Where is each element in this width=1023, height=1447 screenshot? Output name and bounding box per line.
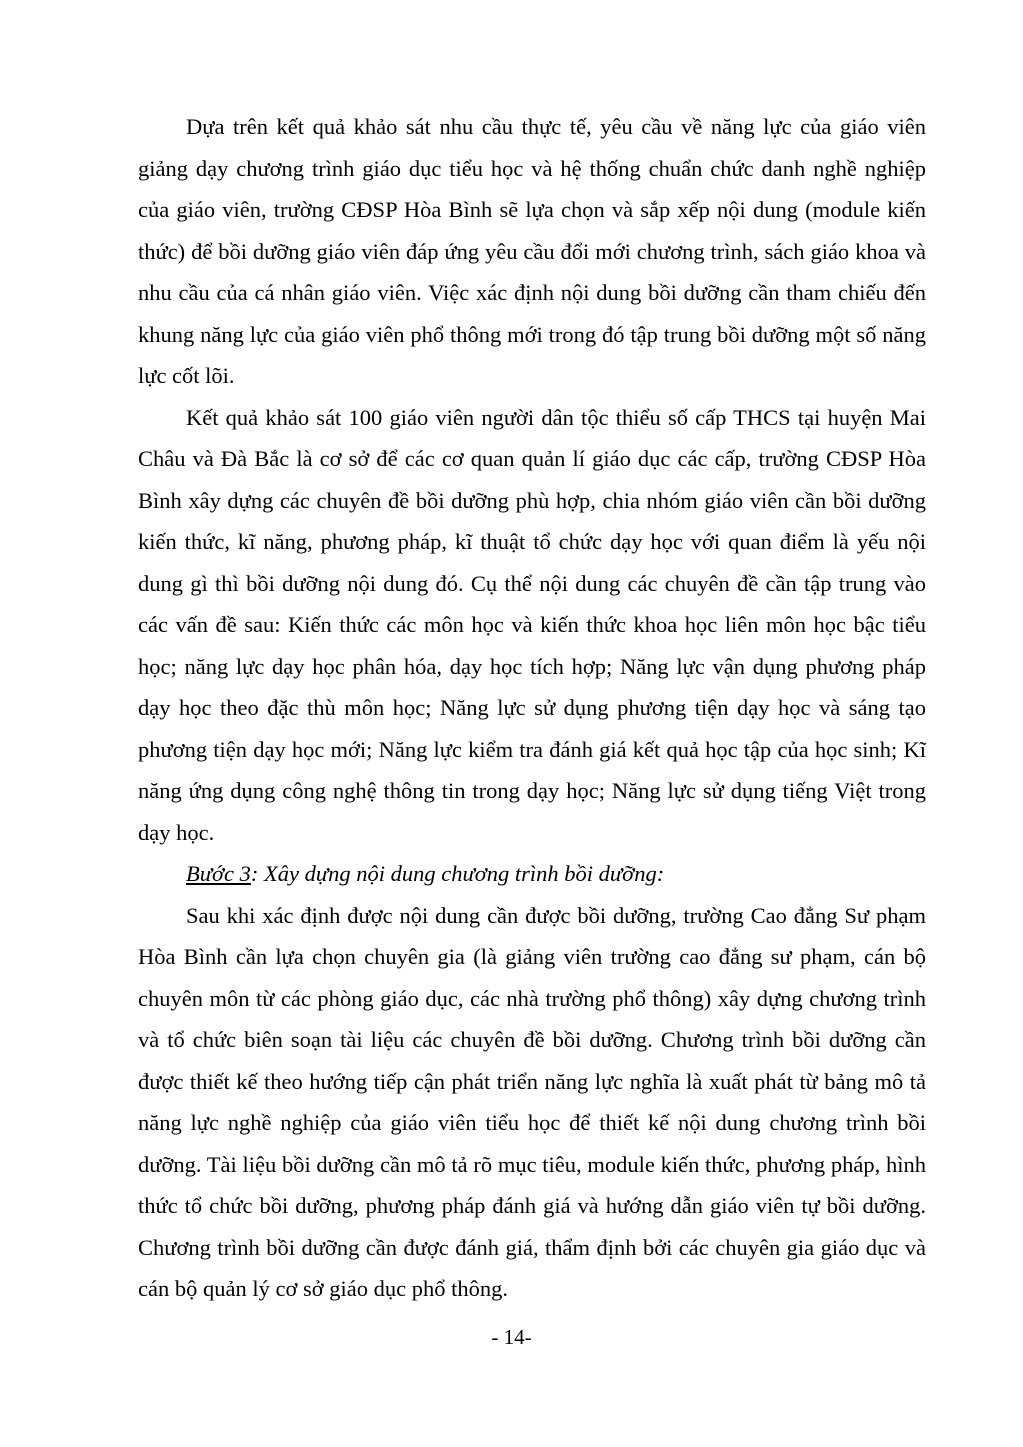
paragraph-survey-results: Kết quả khảo sát 100 giáo viên người dân tộc thiểu số cấp THCS tại huyện Mai Châu và Đà Bắc là cơ sở để các cơ quan quản lí giáo dục các cấp, trường CĐSP Hòa Bình xây dựng các chuyên đề bồi dưỡng phù hợp, chia nhóm giáo viên cần bồi dưỡng kiến thức, kĩ năng, phương pháp, kĩ thuật tổ chức dạy học với quan điểm là yếu nội dung gì thì bồi dưỡng nội dung đó. Cụ thể nội dung các chuyên đề cần tập trung vào các vấn đề sau: Kiến thức các môn học và kiến thức khoa học liên môn học bậc tiểu học; năng lực dạy học phân hóa, dạy học tích hợp; Năng lực vận dụng phương pháp dạy học theo đặc thù môn học; Năng lực sử dụng phương tiện dạy học và sáng tạo phương tiện dạy học mới; Năng lực kiểm tra đánh giá kết quả học tập của học sinh; Kĩ năng ứng dụng công nghệ thông tin trong dạy học; Năng lực sử dụng tiếng Việt trong dạy học. bbox=[138, 404, 926, 845]
page-number: - 14- bbox=[491, 1325, 532, 1349]
step-3-title: : Xây dựng nội dung chương trình bồi dưỡng: bbox=[250, 861, 665, 886]
step-3-label: Bước 3 bbox=[186, 861, 251, 886]
step-3-heading bbox=[138, 853, 926, 895]
paragraph-program-design: Sau khi xác định được nội dung cần được bồi dưỡng, trường Cao đẳng Sư phạm Hòa Bình cần lựa chọn chuyên gia (là giảng viên trường cao đẳng sư phạm, cán bộ chuyên môn từ các phòng giáo dục, các nhà trường phổ thông) xây dựng chương trình và tổ chức biên soạn tài liệu các chuyên đề bồi dưỡng. Chương trình bồi dưỡng cần được thiết kế theo hướng tiếp cận phát triển năng lực nghĩa là xuất phát từ bảng mô tả năng lực nghề nghiệp của giáo viên tiểu học để thiết kế nội dung chương trình bồi dưỡng. Tài liệu bồi dưỡng cần mô tả rõ mục tiêu, module kiến thức, phương pháp, hình thức tổ chức bồi dưỡng, phương pháp đánh giá và hướng dẫn giáo viên tự bồi dưỡng. Chương trình bồi dưỡng cần được đánh giá, thẩm định bởi các chuyên gia giáo dục và cán bộ quản lý cơ sở giáo dục phổ thông. bbox=[138, 902, 926, 1301]
document-body bbox=[138, 106, 926, 1310]
paragraph-survey-needs: Dựa trên kết quả khảo sát nhu cầu thực tế, yêu cầu về năng lực của giáo viên giảng dạy chương trình giáo dục tiểu học và hệ thống chuẩn chức danh nghề nghiệp của giáo viên, trường CĐSP Hòa Bình sẽ lựa chọn và sắp xếp nội dung (module kiến thức) để bồi dưỡng giáo viên đáp ứng yêu cầu đổi mới chương trình, sách giáo khoa và nhu cầu của cá nhân giáo viên. Việc xác định nội dung bồi dưỡng cần tham chiếu đến khung năng lực của giáo viên phổ thông mới trong đó tập trung bồi dưỡng một số năng lực cốt lõi. bbox=[138, 114, 926, 388]
